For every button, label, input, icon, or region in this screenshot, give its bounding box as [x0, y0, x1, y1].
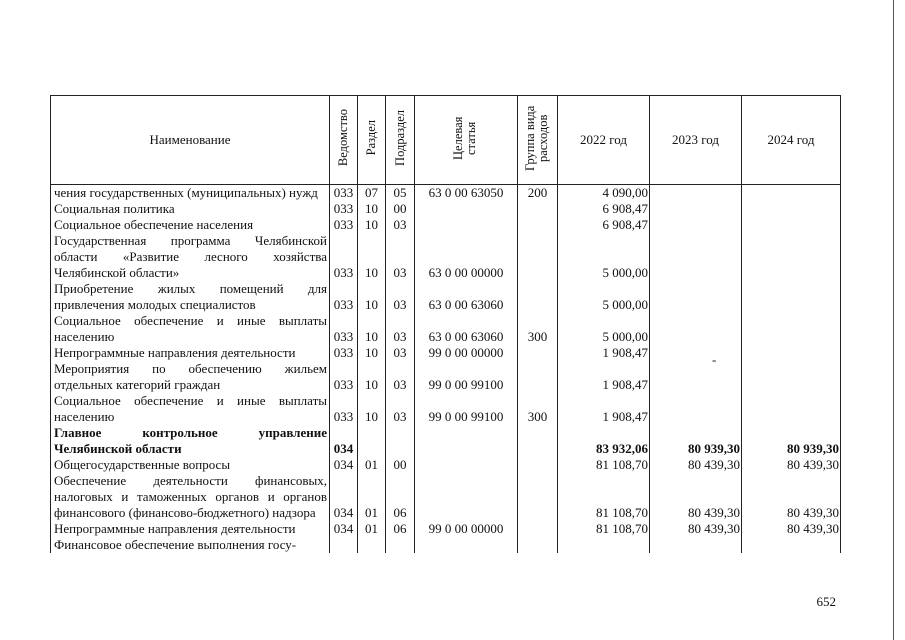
- row-name: Непрограммные направления деятельности: [51, 345, 330, 361]
- header-year-2022: [558, 96, 650, 185]
- row-amount-2023: 80 439,30: [650, 521, 742, 537]
- row-subsection: 06: [386, 521, 415, 537]
- row-target-item: [415, 537, 518, 553]
- row-subsection: 06: [386, 473, 415, 521]
- row-target-item: 63 0 00 63060: [415, 281, 518, 313]
- table-row: [51, 185, 841, 202]
- row-amount-2024: 80 439,30: [742, 457, 841, 473]
- row-department: 034: [330, 521, 358, 537]
- header-year-2024: [742, 96, 841, 185]
- row-amount-2024: [742, 281, 841, 313]
- row-section: 10: [358, 393, 386, 425]
- row-subsection: [386, 425, 415, 457]
- row-expense-group: [518, 233, 558, 281]
- row-amount-2022: 81 108,70: [558, 473, 650, 521]
- row-expense-group: [518, 217, 558, 233]
- row-amount-2022: 4 090,00: [558, 185, 650, 202]
- row-subsection: 00: [386, 201, 415, 217]
- row-name: Социальное обеспечение населения: [51, 217, 330, 233]
- page-edge-rule: [893, 0, 894, 640]
- row-amount-2022: 6 908,47: [558, 201, 650, 217]
- row-target-item: [415, 201, 518, 217]
- row-name: Финансовое обеспечение выполнения госу-: [51, 537, 330, 553]
- row-department: 033: [330, 361, 358, 393]
- header-year-2023: [650, 96, 742, 185]
- budget-table: [50, 95, 841, 553]
- row-amount-2022: 5 000,00: [558, 281, 650, 313]
- table-row: [51, 393, 841, 425]
- row-name: Общегосударственные вопросы: [51, 457, 330, 473]
- row-target-item: [415, 457, 518, 473]
- row-department: 033: [330, 345, 358, 361]
- table-row: [51, 473, 841, 521]
- row-department: [330, 537, 358, 553]
- header-section-label: Раздел: [364, 120, 378, 156]
- header-target-item-label: Целевая статья: [451, 116, 478, 160]
- row-department: 033: [330, 233, 358, 281]
- row-section: 01: [358, 457, 386, 473]
- row-target-item: [415, 473, 518, 521]
- row-name: Обеспечение деятельности финансовых, налоговых и таможенных органов и органов финансового (финансово-бюджетного) надзора: [51, 473, 330, 521]
- table-body: [51, 185, 841, 554]
- row-subsection: 03: [386, 233, 415, 281]
- row-target-item: [415, 217, 518, 233]
- row-expense-group: [518, 537, 558, 553]
- row-amount-2024: 80 439,30: [742, 521, 841, 537]
- header-expense-group-label: Группа вида расходов: [522, 105, 550, 171]
- row-name: Мероприятия по обеспечению жильем отдельных категорий граждан: [51, 361, 330, 393]
- row-section: [358, 537, 386, 553]
- row-target-item: [415, 425, 518, 457]
- row-expense-group: [518, 425, 558, 457]
- row-name: чения государственных (муниципальных) нужд: [51, 185, 330, 202]
- table-row: [51, 425, 841, 457]
- row-subsection: 03: [386, 217, 415, 233]
- row-amount-2024: [742, 361, 841, 393]
- row-name: Социальная политика: [51, 201, 330, 217]
- row-section: 01: [358, 521, 386, 537]
- row-section: [358, 425, 386, 457]
- row-expense-group: 300: [518, 393, 558, 425]
- table-header-row: [51, 96, 841, 185]
- row-department: 034: [330, 473, 358, 521]
- row-name: Главное контрольное управление Челябинской области: [51, 425, 330, 457]
- row-amount-2022: [558, 537, 650, 553]
- header-subsection: [386, 96, 415, 185]
- row-amount-2024: [742, 393, 841, 425]
- row-section: 10: [358, 361, 386, 393]
- row-section: 10: [358, 217, 386, 233]
- row-amount-2023: [650, 281, 742, 313]
- header-year-2024-label: 2024 год: [767, 132, 815, 147]
- row-section: 07: [358, 185, 386, 202]
- row-amount-2023: 80 439,30: [650, 457, 742, 473]
- row-amount-2023: [650, 345, 742, 361]
- page-number: 652: [816, 594, 836, 609]
- row-amount-2024: 80 439,30: [742, 473, 841, 521]
- header-year-2022-label: 2022 год: [580, 132, 627, 147]
- row-subsection: 03: [386, 281, 415, 313]
- row-target-item: 99 0 00 00000: [415, 345, 518, 361]
- row-amount-2022: 1 908,47: [558, 361, 650, 393]
- table-row: [51, 281, 841, 313]
- row-amount-2022: 83 932,06: [558, 425, 650, 457]
- row-expense-group: [518, 201, 558, 217]
- row-section: 10: [358, 345, 386, 361]
- row-amount-2022: 1 908,47: [558, 393, 650, 425]
- row-target-item: 63 0 00 63050: [415, 185, 518, 202]
- row-expense-group: [518, 361, 558, 393]
- dash-mark: -: [712, 352, 717, 367]
- header-expense-group: [518, 96, 558, 185]
- row-amount-2024: [742, 537, 841, 553]
- row-amount-2024: [742, 217, 841, 233]
- row-subsection: 03: [386, 313, 415, 345]
- table-row: [51, 233, 841, 281]
- row-subsection: 03: [386, 345, 415, 361]
- row-amount-2024: [742, 345, 841, 361]
- row-name: Государственная программа Челябинской области «Развитие лесного хозяйства Челябинской области»: [51, 233, 330, 281]
- row-amount-2024: 80 939,30: [742, 425, 841, 457]
- row-amount-2023: [650, 393, 742, 425]
- row-amount-2024: [742, 185, 841, 202]
- row-amount-2023: [650, 233, 742, 281]
- row-section: 10: [358, 233, 386, 281]
- row-amount-2023: [650, 537, 742, 553]
- row-amount-2023: [650, 185, 742, 202]
- row-amount-2022: 1 908,47: [558, 345, 650, 361]
- table-row: [51, 201, 841, 217]
- row-target-item: 63 0 00 63060: [415, 313, 518, 345]
- row-department: 034: [330, 425, 358, 457]
- row-name: Социальное обеспечение и иные выплаты населению: [51, 313, 330, 345]
- row-amount-2022: 81 108,70: [558, 457, 650, 473]
- row-department: 033: [330, 185, 358, 202]
- header-target-item: [415, 96, 518, 185]
- header-name-label: Наименование: [149, 132, 231, 147]
- row-amount-2023: 80 439,30: [650, 473, 742, 521]
- header-department-label: Ведомство: [336, 109, 350, 167]
- row-amount-2022: 5 000,00: [558, 233, 650, 281]
- row-department: 034: [330, 457, 358, 473]
- row-department: 033: [330, 281, 358, 313]
- row-target-item: 99 0 00 99100: [415, 393, 518, 425]
- row-name: Социальное обеспечение и иные выплаты населению: [51, 393, 330, 425]
- row-expense-group: [518, 457, 558, 473]
- row-subsection: 05: [386, 185, 415, 202]
- row-section: 10: [358, 281, 386, 313]
- row-name: Приобретение жилых помещений для привлечения молодых специалистов: [51, 281, 330, 313]
- row-name: Непрограммные направления деятельности: [51, 521, 330, 537]
- header-department: [330, 96, 358, 185]
- row-department: 033: [330, 393, 358, 425]
- row-amount-2023: [650, 361, 742, 393]
- row-amount-2023: 80 939,30: [650, 425, 742, 457]
- row-expense-group: [518, 473, 558, 521]
- row-subsection: 00: [386, 457, 415, 473]
- table-row: [51, 457, 841, 473]
- header-subsection-label: Подраздел: [392, 110, 407, 166]
- row-amount-2022: 81 108,70: [558, 521, 650, 537]
- row-expense-group: [518, 345, 558, 361]
- table-row: [51, 537, 841, 553]
- row-expense-group: 200: [518, 185, 558, 202]
- table-row: [51, 345, 841, 361]
- table-row: [51, 217, 841, 233]
- row-department: 033: [330, 313, 358, 345]
- row-amount-2022: 5 000,00: [558, 313, 650, 345]
- row-subsection: 03: [386, 361, 415, 393]
- row-section: 10: [358, 313, 386, 345]
- row-expense-group: [518, 521, 558, 537]
- row-subsection: [386, 537, 415, 553]
- row-department: 033: [330, 217, 358, 233]
- row-expense-group: [518, 281, 558, 313]
- header-section: [358, 96, 386, 185]
- header-year-2023-label: 2023 год: [672, 132, 719, 147]
- row-section: 01: [358, 473, 386, 521]
- table-row: [51, 313, 841, 345]
- header-name: [51, 96, 330, 185]
- row-amount-2024: [742, 313, 841, 345]
- row-department: 033: [330, 201, 358, 217]
- row-section: 10: [358, 201, 386, 217]
- row-amount-2023: [650, 217, 742, 233]
- table-row: [51, 361, 841, 393]
- row-target-item: 99 0 00 00000: [415, 521, 518, 537]
- row-amount-2022: 6 908,47: [558, 217, 650, 233]
- row-amount-2024: [742, 201, 841, 217]
- row-target-item: 99 0 00 99100: [415, 361, 518, 393]
- table-row: [51, 521, 841, 537]
- row-expense-group: 300: [518, 313, 558, 345]
- row-target-item: 63 0 00 00000: [415, 233, 518, 281]
- row-amount-2023: [650, 313, 742, 345]
- row-amount-2024: [742, 233, 841, 281]
- row-amount-2023: [650, 201, 742, 217]
- row-subsection: 03: [386, 393, 415, 425]
